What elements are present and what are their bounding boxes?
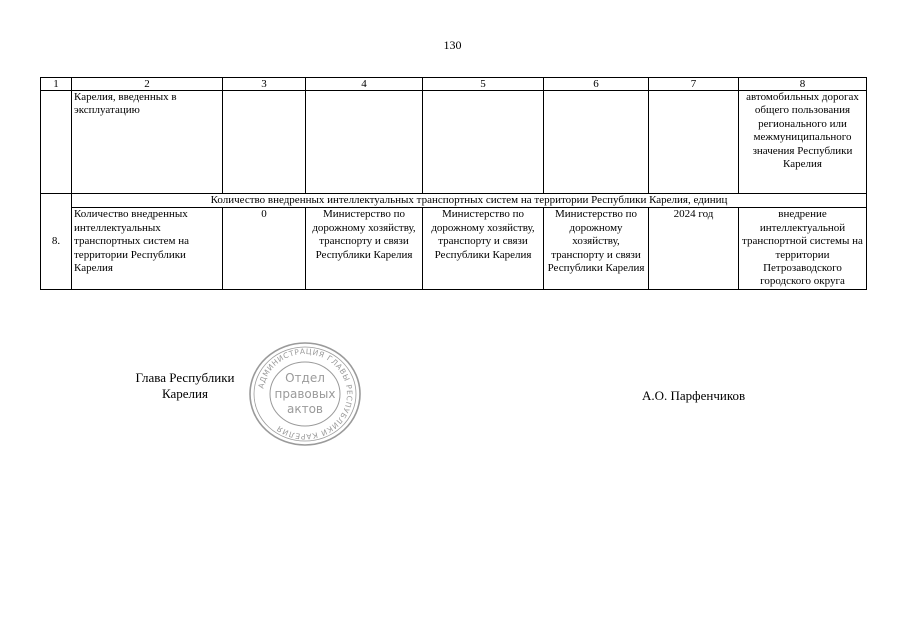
- header-cell-6: 6: [544, 78, 649, 91]
- responsible-cell-2: Министерство по дорожному хозяйству, транспорту и связи Республики Карелия: [423, 208, 544, 289]
- empty-cell: [41, 91, 72, 194]
- continuation-indicator-cell: Карелия, введенных в эксплуатацию: [72, 91, 223, 194]
- empty-cell: [306, 91, 423, 194]
- data-table: [40, 77, 867, 290]
- header-cell-1: 1: [41, 78, 72, 91]
- header-row: [41, 78, 867, 91]
- baseline-cell: 0: [223, 208, 306, 289]
- stamp-line-3: актов: [286, 402, 324, 416]
- responsible-cell-1: Министерство по дорожному хозяйству, транспорту и связи Республики Карелия: [306, 208, 423, 289]
- indicator-cell: Количество внедренных интеллектуальных транспортных систем на территории Республики Карелия: [72, 208, 223, 289]
- section-number: 8.: [41, 194, 72, 290]
- header-cell-2: 2: [72, 78, 223, 91]
- empty-cell: [649, 91, 739, 194]
- year-cell: 2024 год: [649, 208, 739, 289]
- result-cell: внедрение интеллектуальной транспортной системы на территории Петрозаводского городского округа: [739, 208, 867, 289]
- stamp-ring-text: АДМИНИСТРАЦИЯ ГЛАВЫ РЕСПУБЛИКИ КАРЕЛИЯ: [256, 346, 355, 442]
- responsible-cell-3: Министерство по дорожному хозяйству, транспорту и связи Республики Карелия: [544, 208, 649, 289]
- stamp-seal: [247, 341, 363, 447]
- header-cell-7: 7: [649, 78, 739, 91]
- signatory-position: Глава Республики Карелия: [135, 370, 235, 401]
- section-title-row: [41, 194, 867, 208]
- continuation-result-cell: автомобильных дорогах общего пользования регионального или межмуниципального значения Республики Карелия: [739, 91, 867, 194]
- stamp-line-1: Отдел: [285, 371, 325, 385]
- table-row: [41, 208, 867, 289]
- table-row: [41, 91, 867, 194]
- signatory-name: А.О. Парфенчиков: [642, 388, 746, 403]
- header-cell-8: 8: [739, 78, 867, 91]
- page-number: 130: [443, 38, 462, 52]
- header-cell-3: 3: [223, 78, 306, 91]
- header-cell-5: 5: [423, 78, 544, 91]
- section-title: Количество внедренных интеллектуальных транспортных систем на территории Республики Карелия, единиц: [72, 194, 867, 208]
- empty-cell: [223, 91, 306, 194]
- empty-cell: [544, 91, 649, 194]
- empty-cell: [423, 91, 544, 194]
- header-cell-4: 4: [306, 78, 423, 91]
- stamp-line-2: правовых: [274, 387, 336, 401]
